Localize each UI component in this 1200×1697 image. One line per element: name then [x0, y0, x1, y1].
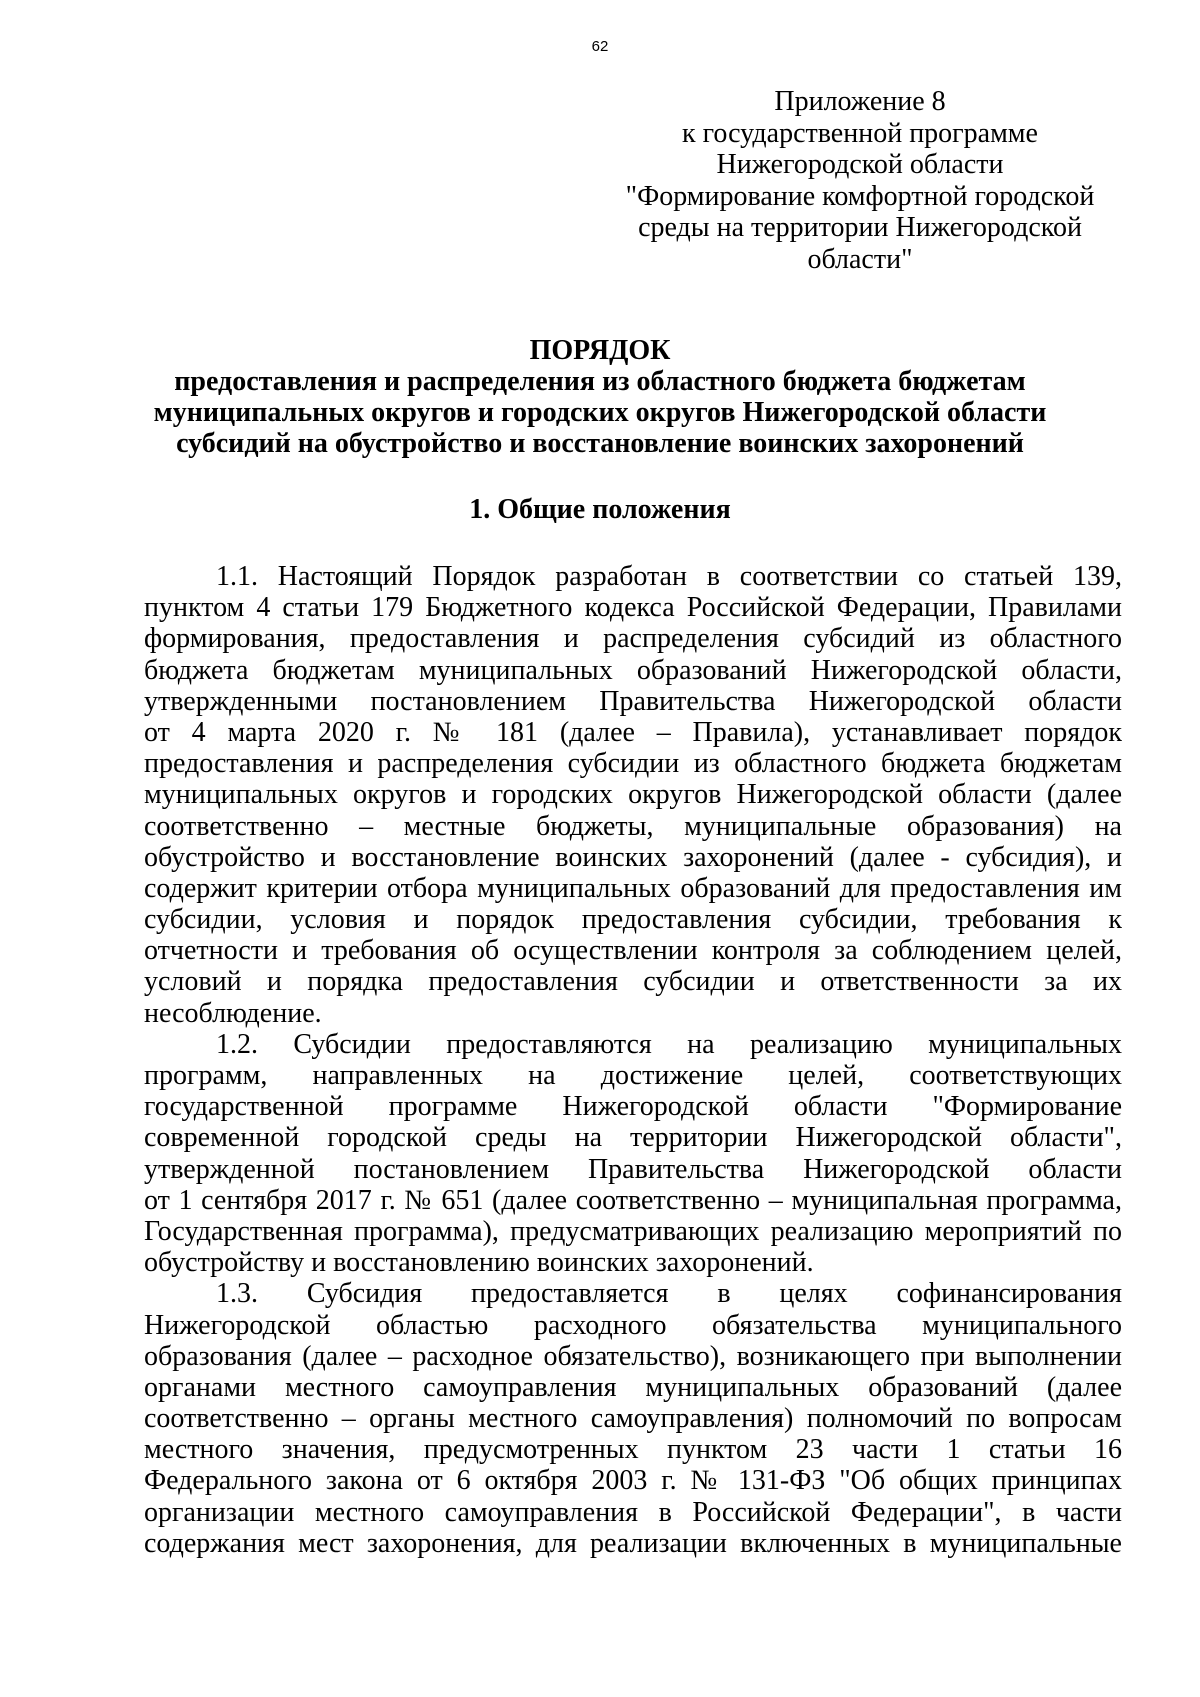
text-line: субсидии, условия и порядок предоставления субсидии, требования к	[144, 904, 1122, 936]
text-line: Федерального закона от 6 октября 2003 г. № 131-ФЗ "Об общих принципах	[144, 1465, 1122, 1497]
text-line: обустройству и восстановлению воинских захоронений.	[144, 1247, 814, 1279]
text-line: содержания мест захоронения, для реализации включенных в муниципальные	[144, 1527, 1122, 1559]
appendix-line: к государственной программе	[682, 117, 1038, 149]
text-line: современной городской среды на территории Нижегородской области",	[144, 1122, 1122, 1154]
title-line: ПОРЯДОК	[529, 335, 671, 366]
title-line: предоставления и распределения из областного бюджета бюджетам	[174, 366, 1026, 397]
appendix-line: среды на территории Нижегородской	[638, 212, 1082, 243]
text-line: государственной программе Нижегородской области "Формирование	[144, 1091, 1122, 1123]
text-line: бюджета бюджетам муниципальных образований Нижегородской области,	[144, 654, 1122, 686]
text-line: Нижегородской областью расходного обязательства муниципального	[144, 1309, 1122, 1341]
text-line: от 1 сентября 2017 г. № 651 (далее соответственно – муниципальная программа,	[144, 1184, 1122, 1216]
text-line: содержит критерии отбора муниципальных образований для предоставления им	[144, 872, 1122, 904]
text-line: Государственная программа), предусматривающих реализацию мероприятий по	[144, 1215, 1122, 1247]
text-line: от 4 марта 2020 г. № 181 (далее – Правила), устанавливает порядок	[144, 716, 1122, 748]
title-line: субсидий на обустройство и восстановление воинских захоронений	[176, 428, 1024, 459]
text-line: местного значения, предусмотренных пунктом 23 части 1 статьи 16	[144, 1434, 1122, 1466]
text-line: 1.3. Субсидия предоставляется в целях софинансирования	[216, 1278, 1122, 1310]
appendix-block	[600, 86, 1120, 275]
appendix-line: Приложение 8	[774, 86, 946, 117]
title-line: муниципальных округов и городских округов Нижегородской области	[153, 397, 1047, 428]
text-line: 1.1. Настоящий Порядок разработан в соответствии со статьей 139,	[216, 561, 1122, 592]
text-line: соответственно – органы местного самоуправления) полномочий по вопросам	[144, 1403, 1122, 1435]
paragraph-1-1	[144, 561, 1122, 1029]
text-line: пунктом 4 статьи 179 Бюджетного кодекса Российской Федерации, Правилами	[144, 592, 1122, 624]
appendix-line: области"	[807, 243, 913, 275]
text-line: организации местного самоуправления в Российской Федерации", в части	[144, 1496, 1122, 1528]
text-line: образования (далее – расходное обязательство), возникающего при выполнении	[144, 1340, 1122, 1372]
text-line: предоставления и распределения субсидии из областного бюджета бюджетам	[144, 748, 1122, 780]
text-line: обустройство и восстановление воинских захоронений (далее - субсидия), и	[144, 841, 1122, 873]
section-heading: 1. Общие положения	[469, 494, 731, 525]
text-line: несоблюдение.	[144, 997, 322, 1029]
text-line: утвержденными постановлением Правительства Нижегородской области	[144, 685, 1122, 717]
page-number: 62	[591, 38, 609, 55]
appendix-line: "Формирование комфортной городской	[625, 180, 1095, 212]
appendix-line: Нижегородской области	[716, 149, 1004, 180]
document-title	[40, 335, 1160, 459]
document-body	[144, 561, 1122, 1559]
text-line: 1.2. Субсидии предоставляются на реализацию муниципальных	[216, 1028, 1122, 1060]
text-line: утвержденной постановлением Правительства Нижегородской области	[144, 1153, 1122, 1185]
paragraph-1-2	[144, 1029, 1122, 1279]
text-line: органами местного самоуправления муниципальных образований (далее	[144, 1371, 1122, 1403]
paragraph-1-3	[144, 1278, 1122, 1559]
text-line: условий и порядка предоставления субсидии и ответственности за их	[144, 966, 1122, 998]
text-line: отчетности и требования об осуществлении контроля за соблюдением целей,	[144, 935, 1122, 967]
text-line: муниципальных округов и городских округов Нижегородской области (далее	[144, 779, 1122, 811]
text-line: формирования, предоставления и распределения субсидий из областного	[144, 623, 1122, 655]
text-line: программ, направленных на достижение целей, соответствующих	[144, 1060, 1122, 1091]
text-line: соответственно – местные бюджеты, муниципальные образования) на	[144, 810, 1122, 842]
